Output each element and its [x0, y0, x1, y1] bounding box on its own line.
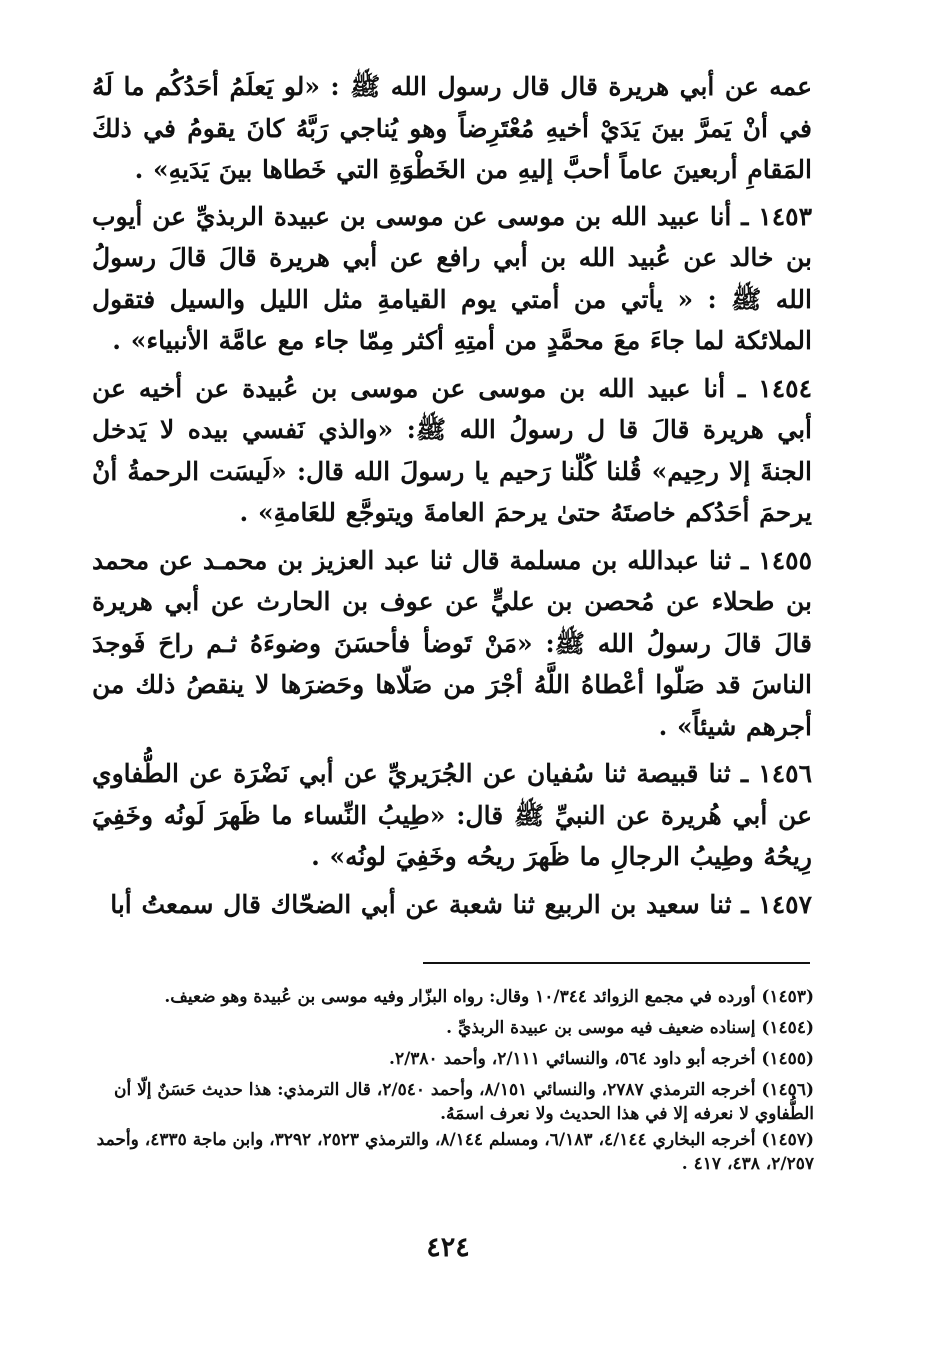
- footnotes-section: [92, 985, 814, 1183]
- hadith-paragraph-1456: ١٤٥٦ ـ ثنا قبيصة ثنا سُفيان عن الجُرَيريِّ عن أبي نَضْرَة عن الطُّفاوي عن أبي هُريرة عن النبيِّ ﷺ قال: «طِيبُ النِّساء ما ظَهرَ لَونُه وخَفِيَ رِيحُهُ وطِيبُ الرجالِ ما ظَهرَ ريحُه وخَفِيَ لونُه» .: [92, 759, 812, 871]
- footnote-1453: (١٤٥٣) أورده في مجمع الزوائد ١٠/٣٤٤ وقال: رواه البزّار وفيه موسى بن عُبيدة وهو ضعيف.: [164, 987, 814, 1007]
- footnote-divider: [423, 962, 810, 964]
- hadith-paragraph-1453: ١٤٥٣ ـ أنا عبيد الله بن موسى عن موسى بن عبيدة الربذيِّ عن أيوب بن خالد عن عُبيد الله بن أبي رافع عن أبي هريرة قالَ قالَ رسولُ الله ﷺ : « يأتي من أمتي يوم القيامةِ مثل الليل والسيل فتقول الملائكة لما جاءَ معَ محمَّدٍ من أمتِهِ أكثر مِمّا جاء مع عامَّة الأنبياء» .: [92, 201, 812, 355]
- hadith-paragraph-1455: ١٤٥٥ ـ ثنا عبدالله بن مسلمة قال ثنا عبد العزيز بن محمـد عن محمد بن طحلاء عن مُحصن بن عليٍّ عن عوف بن الحارث عن أبي هريرة قالَ قالَ رسولُ الله ﷺ: «مَنْ تَوضأ فأحسَنَ وضوءَهُ ثـم راحَ فَوجدَ الناسَ قد صَلّوا أعْطاهُ اللَّهُ أجْرَ من صَلّاها وحَضرَها لا ينقصُ ذلك من أجرهم شيئاً» .: [92, 545, 812, 741]
- footnote-1456: (١٤٥٦) أخرجه الترمذي ٢٧٨٧، والنسائي ٨/١٥١، وأحمد ٢/٥٤٠، قال الترمذي: هذا حديث حَسَنٌ إلّا أن الطُّفاوي لا نعرفه إلا في هذا الحديث ولا نعرف اسمَهُ.: [113, 1080, 814, 1124]
- footnote-1455: (١٤٥٥) أخرجه أبو داود ٥٦٤، والنسائي ٢/١١١، وأحمد ٢/٣٨٠.: [389, 1049, 814, 1069]
- hadith-paragraph-continuation: عمه عن أبي هريرة قال قال رسول الله ﷺ : «لو يَعلَمُ أحَدُكُم ما لَهُ في أنْ يَمرَّ بينَ يَدَيْ أخيهِ مُعْتَرِضاً وهو يُناجي رَبَّهُ كانَ يقومُ في ذلكَ المَقامِ أربعينَ عاماً أحبَّ إليهِ من الخَطْوَةِ التي خَطاها بينَ يَدَيهِ» .: [92, 72, 812, 184]
- footnote-1457: (١٤٥٧) أخرجه البخاري ٤/١٤٤، ٦/١٨٣، ومسلم ٨/١٤٤، والترمذي ٢٥٢٣، ٣٢٩٢، وابن ماجة ٤٣٣٥، وأحمد ٢/٢٥٧، ٤٣٨، ٤١٧ .: [96, 1130, 814, 1174]
- main-text-body: [92, 66, 812, 931]
- hadith-paragraph-1454: ١٤٥٤ ـ أنا عبيد الله بن موسى عن موسى بن عُبيدة عن أخيه عن أبي هريرة قالَ قا ل رسولُ الله ﷺ: «والذي نَفسي بيده لا يَدخل الجنةَ إلا رحِيم» قُلنا كُلّنا رَحيم يا رسولَ الله قال: «لَيسَت الرحمةُ أنْ يرحمَ أحَدُكم خاصتَهُ حتىٰ يرحمَ العامةَ ويتوجَّع للعَامةِ» .: [92, 373, 812, 527]
- page-number: ٤٢٤: [426, 1232, 470, 1263]
- hadith-paragraph-1457: ١٤٥٧ ـ ثنا سعيد بن الربيع ثنا شعبة عن أبي الضحّاك قال سمعتُ أبا: [110, 889, 812, 919]
- footnote-1454: (١٤٥٤) إسناده ضعيف فيه موسى بن عبيدة الربذيِّ .: [446, 1018, 814, 1038]
